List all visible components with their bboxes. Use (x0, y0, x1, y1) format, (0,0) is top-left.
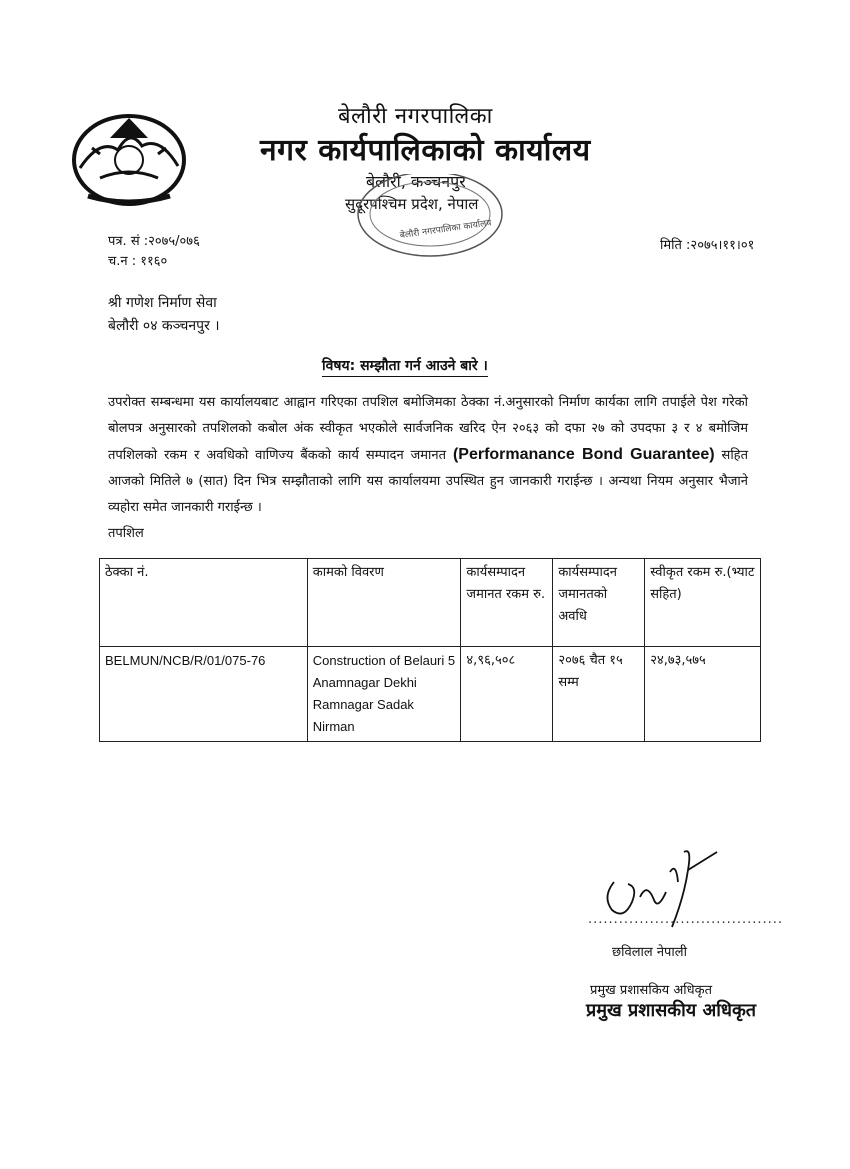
letter-body (108, 390, 748, 521)
office-seal (340, 174, 515, 264)
table-header-row (100, 559, 761, 647)
designation-stamp: प्रमुख प्रशासकीय अधिकृत (586, 1000, 757, 1021)
cell-approved-amount: २४,७३,५७५ (645, 647, 761, 742)
signatory-name: छविलाल नेपाली (612, 945, 687, 960)
seal-text: बेलौरी नगरपालिका कार्यालय (399, 218, 493, 242)
header-guarantee-period: कार्यसम्पादन जमानतको अवधि (553, 559, 645, 647)
office-province: सुदूरपश्चिम प्रदेश, नेपाल (345, 195, 479, 213)
nepal-emblem-icon (70, 108, 188, 208)
recipient-block (108, 292, 220, 338)
cell-contract-no: BELMUN/NCB/R/01/075-76 (100, 647, 308, 742)
municipality-name: बेलौरी नगरपालिका (338, 104, 493, 129)
details-label: तपशिल (108, 526, 144, 541)
header-contract-no: ठेक्का नं. (100, 559, 308, 647)
letter-date: मिति :२०७५।११।०१ (660, 238, 755, 253)
header-description: कामको विवरण (307, 559, 461, 647)
dispatch-number: च.न : ११६० (108, 254, 168, 269)
recipient-name: श्री गणेश निर्माण सेवा (108, 295, 217, 311)
letter-number: पत्र. सं :२०७५/०७६ (108, 234, 200, 249)
table-row (100, 647, 761, 742)
body-text-part1: उपरोक्त सम्बन्धमा यस कार्यालयबाट आह्वान गरिएका तपशिल बमोजिमका ठेक्का नं.अनुसारको निर्माण कार्यका लागि तपाईले पेश गरेको बोलपत्र अनुसारको तपशिलको कबोल अंक स्वीकृत भएकोले सार्वजनिक खरिद ऐन २०६३ को दफा २७ को उपदफा ३ र ४ बमोजिम तपशिलको रकम र अवधिको वाणिज्य बैंकको कार्य सम्पादन जमानत (108, 395, 748, 463)
performance-bond-text: (Performanance Bond Guarantee) (452, 446, 715, 463)
letter-subject: विषय: सम्झौता गर्न आउने बारे । (322, 356, 488, 377)
body-text-part2: सहित आजको मितिले ७ (सात) दिन भित्र सम्झौताको लागि यस कार्यालयमा उपस्थित हुन जानकारी गराईन्छ । अन्यथा नियम अनुसार भैजाने व्यहोरा समेत जानकारी गराईन्छ । (108, 448, 748, 515)
contract-details-table (99, 558, 761, 742)
cell-guarantee-period: २०७६ चैत १५ सम्म (553, 647, 645, 742)
office-name: नगर कार्यपालिकाको कार्यालय (260, 133, 591, 168)
reference-block (108, 232, 200, 272)
cell-description: Construction of Belauri 5 Anamnagar Dekhi Ramnagar Sadak Nirman (307, 647, 461, 742)
recipient-address: बेलौरी ०४ कञ्चनपुर । (108, 318, 220, 334)
header-approved-amount: स्वीकृत रकम रु.(भ्याट सहित) (645, 559, 761, 647)
header-guarantee-amount: कार्यसम्पादन जमानत रकम रु. (461, 559, 553, 647)
signature-line: ...................................... (588, 912, 784, 927)
office-place: बेलौरी, कञ्चनपुर (366, 172, 466, 191)
cell-guarantee-amount: ४,९६,५०८ (461, 647, 553, 742)
signatory-title: प्रमुख प्रशासकिय अधिकृत (590, 983, 713, 998)
